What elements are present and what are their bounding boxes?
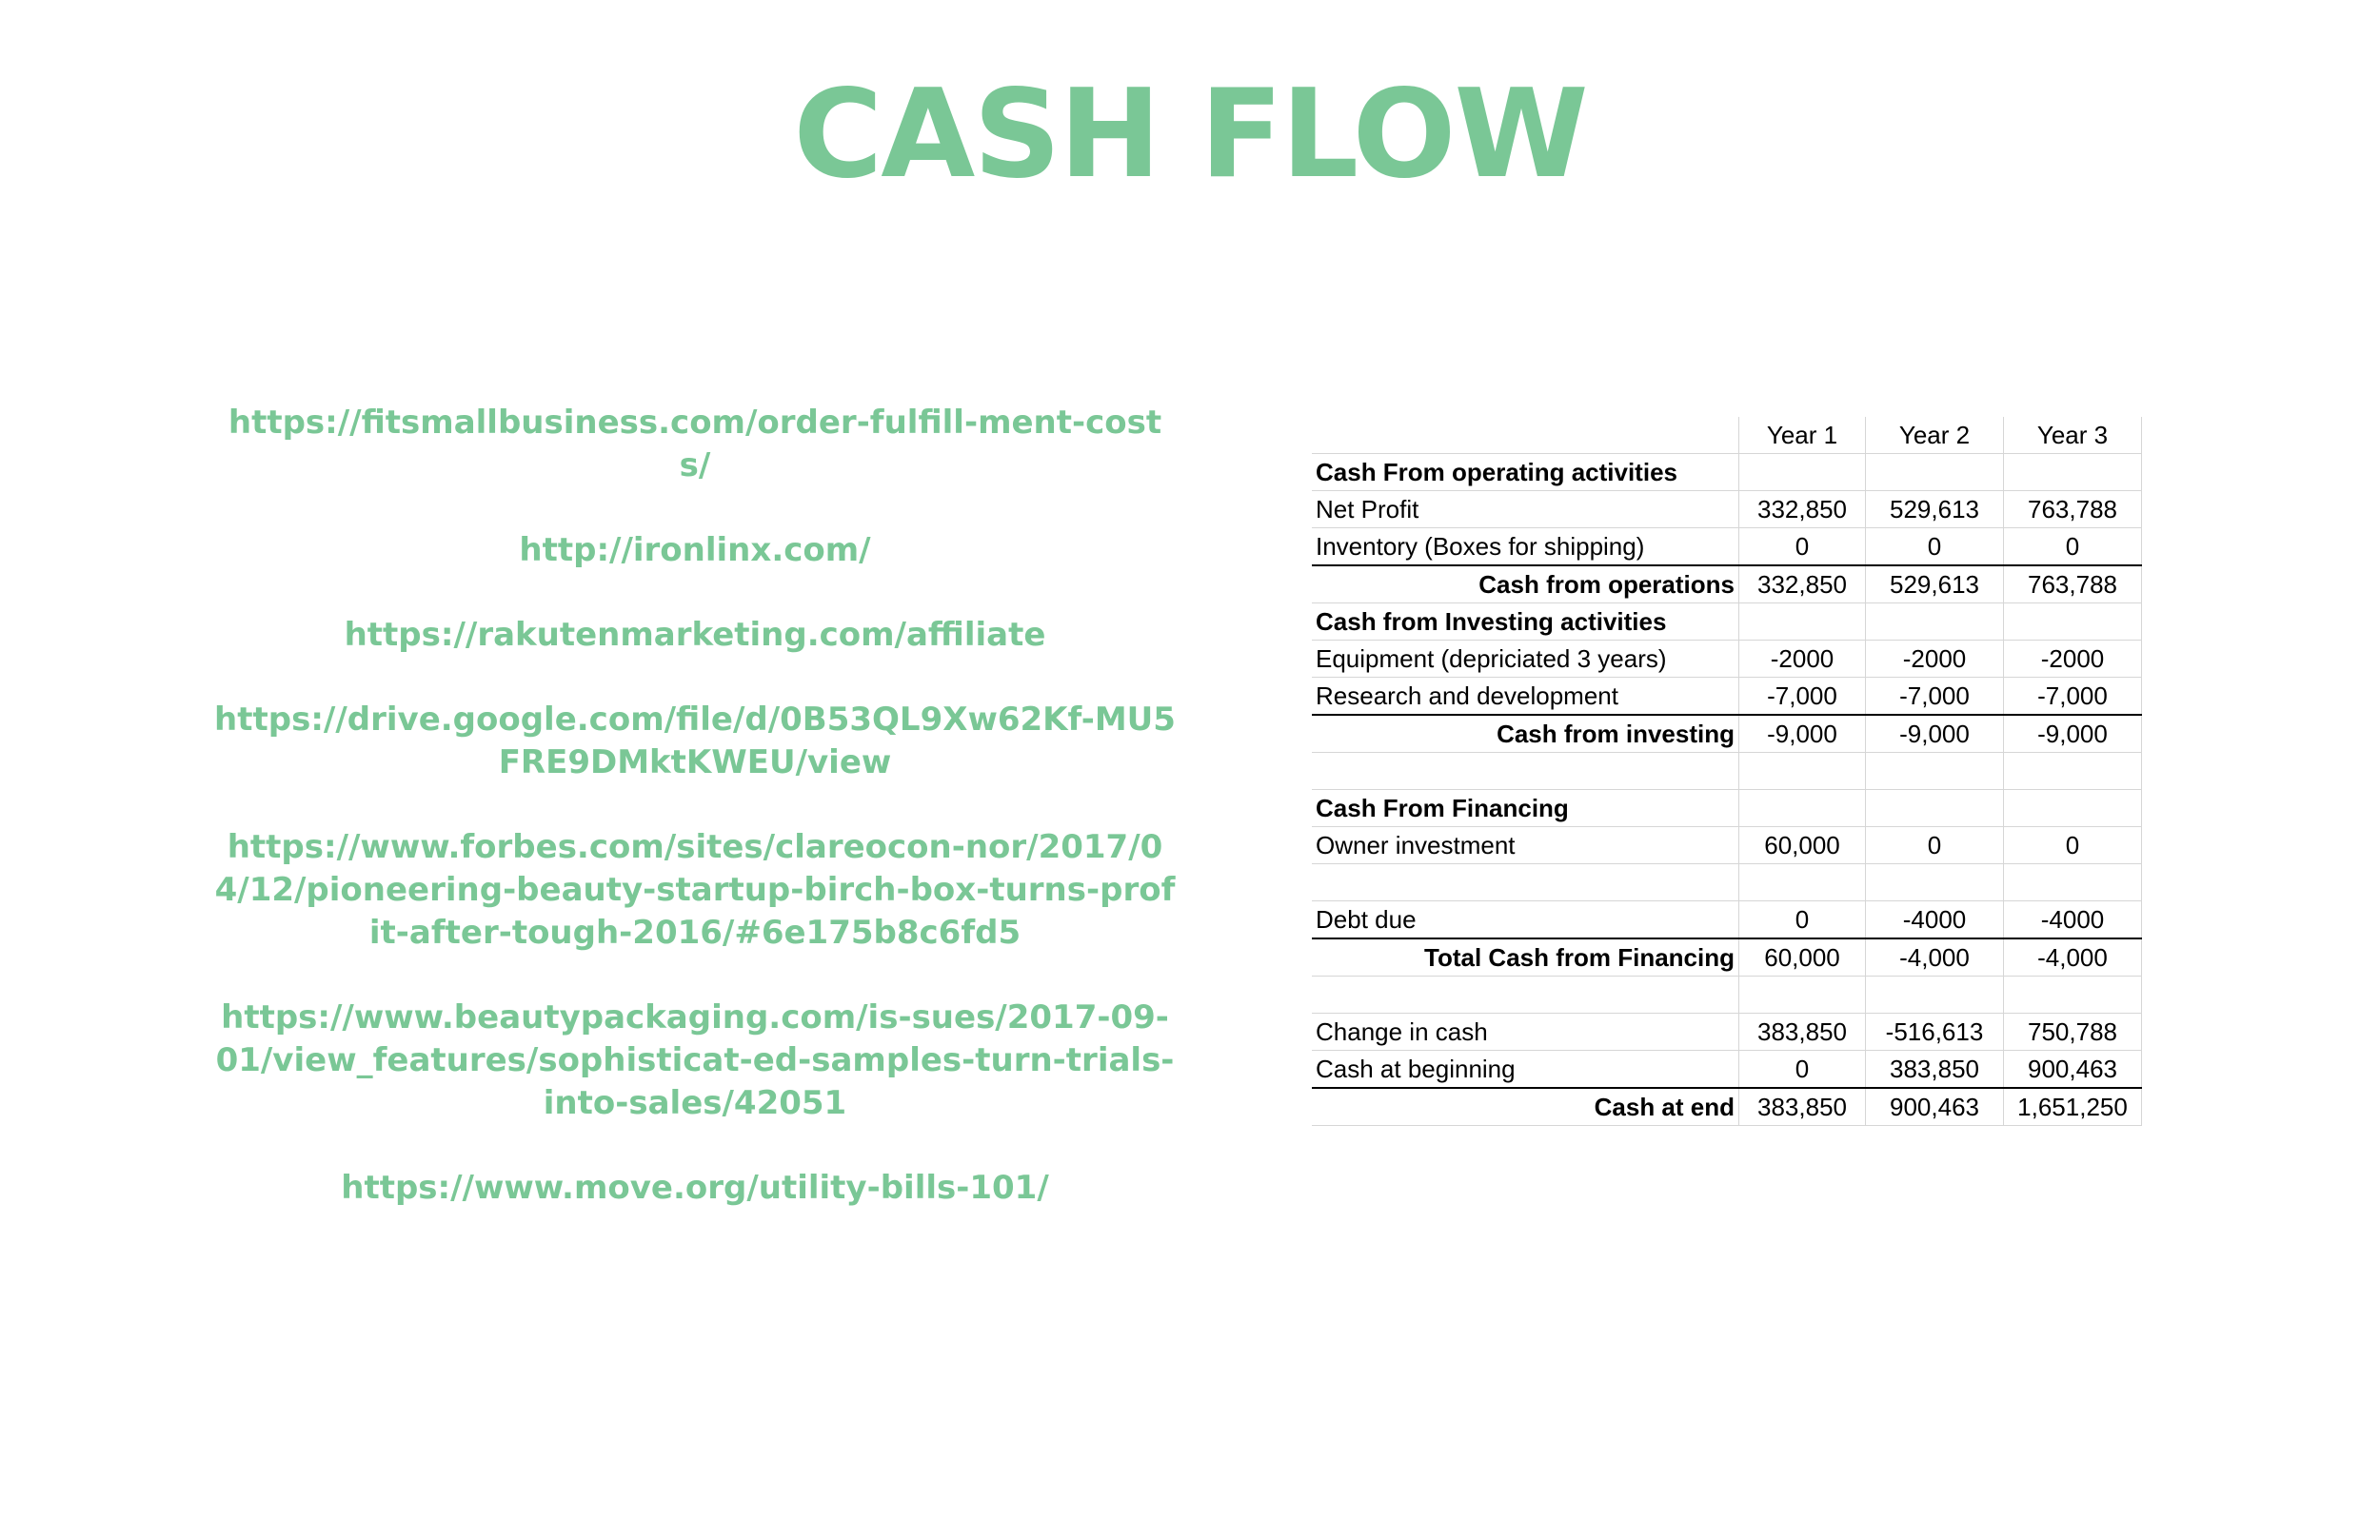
row-label: Cash at beginning <box>1312 1051 1739 1089</box>
value-cell <box>2004 977 2142 1014</box>
value-cell: 0 <box>2004 827 2142 864</box>
value-cell: 0 <box>1739 901 1866 939</box>
row-label: Total Cash from Financing <box>1312 938 1739 977</box>
table-row <box>1312 1088 2142 1126</box>
table-row <box>1312 678 2142 716</box>
reference-link[interactable]: https://drive.google.com/file/d/0B53QL9Xw62Kf-MU5FRE9DMktKWEU/view <box>214 701 1176 781</box>
table-row <box>1312 864 2142 901</box>
value-cell: -7,000 <box>1739 678 1866 716</box>
row-label: Owner investment <box>1312 827 1739 864</box>
header-cell <box>1312 417 1739 454</box>
reference-link[interactable]: https://www.forbes.com/sites/clareocon-nor/2017/04/12/pioneering-beauty-startup-birch-box-turns-profit-after-tough-2016/#6e175b8c6fd5 <box>214 828 1176 952</box>
value-cell: -2000 <box>1739 641 1866 678</box>
value-cell: 0 <box>2004 528 2142 566</box>
value-cell <box>2004 603 2142 641</box>
row-label: Research and development <box>1312 678 1739 716</box>
value-cell: 1,651,250 <box>2004 1088 2142 1126</box>
value-cell: 383,850 <box>1739 1014 1866 1051</box>
value-cell <box>1739 790 1866 827</box>
value-cell: -4000 <box>2004 901 2142 939</box>
row-label: Cash From Financing <box>1312 790 1739 827</box>
value-cell <box>1739 454 1866 491</box>
table-row <box>1312 827 2142 864</box>
value-cell <box>1739 864 1866 901</box>
value-cell: -9,000 <box>2004 715 2142 753</box>
value-cell: 332,850 <box>1739 565 1866 603</box>
row-label: Change in cash <box>1312 1014 1739 1051</box>
page-title: CASH FLOW <box>793 64 1587 206</box>
table-row <box>1312 901 2142 939</box>
table-header-row <box>1312 417 2142 454</box>
table-row <box>1312 603 2142 641</box>
value-cell: 332,850 <box>1739 491 1866 528</box>
value-cell <box>2004 454 2142 491</box>
value-cell: -7,000 <box>2004 678 2142 716</box>
value-cell: -4,000 <box>2004 938 2142 977</box>
table-row <box>1312 1014 2142 1051</box>
value-cell: -7,000 <box>1866 678 2004 716</box>
value-cell: 763,788 <box>2004 491 2142 528</box>
reference-link[interactable]: https://www.beautypackaging.com/is-sues/2017-09-01/view_features/sophisticat-ed-samples-turn-trials-into-sales/42051 <box>215 998 1175 1122</box>
row-label: Cash from Investing activities <box>1312 603 1739 641</box>
value-cell: 900,463 <box>2004 1051 2142 1089</box>
reference-links <box>214 402 1176 1252</box>
value-cell: -4000 <box>1866 901 2004 939</box>
table-row <box>1312 454 2142 491</box>
header-cell: Year 2 <box>1866 417 2004 454</box>
table-row <box>1312 528 2142 566</box>
row-label: Debt due <box>1312 901 1739 939</box>
table-row <box>1312 938 2142 977</box>
row-label <box>1312 977 1739 1014</box>
table-row <box>1312 753 2142 790</box>
reference-link[interactable]: https://rakutenmarketing.com/affiliate <box>344 616 1046 654</box>
value-cell: 0 <box>1739 528 1866 566</box>
value-cell: 750,788 <box>2004 1014 2142 1051</box>
reference-link[interactable]: https://www.move.org/utility-bills-101/ <box>341 1169 1049 1207</box>
row-label <box>1312 864 1739 901</box>
value-cell <box>1866 753 2004 790</box>
value-cell: 0 <box>1739 1051 1866 1089</box>
value-cell: -516,613 <box>1866 1014 2004 1051</box>
table-row <box>1312 790 2142 827</box>
value-cell: 383,850 <box>1866 1051 2004 1089</box>
value-cell: 60,000 <box>1739 938 1866 977</box>
row-label: Net Profit <box>1312 491 1739 528</box>
value-cell: -2000 <box>2004 641 2142 678</box>
value-cell <box>1866 977 2004 1014</box>
value-cell: 0 <box>1866 827 2004 864</box>
table-row <box>1312 491 2142 528</box>
value-cell: 900,463 <box>1866 1088 2004 1126</box>
value-cell <box>1739 603 1866 641</box>
header-cell: Year 1 <box>1739 417 1866 454</box>
value-cell: -9,000 <box>1739 715 1866 753</box>
value-cell: -9,000 <box>1866 715 2004 753</box>
reference-link[interactable]: http://ironlinx.com/ <box>519 531 871 569</box>
table-row <box>1312 977 2142 1014</box>
value-cell <box>1739 753 1866 790</box>
value-cell <box>2004 864 2142 901</box>
value-cell: 383,850 <box>1739 1088 1866 1126</box>
row-label: Inventory (Boxes for shipping) <box>1312 528 1739 566</box>
table-row <box>1312 1051 2142 1089</box>
value-cell <box>1866 864 2004 901</box>
table-row <box>1312 565 2142 603</box>
value-cell <box>2004 753 2142 790</box>
value-cell: -4,000 <box>1866 938 2004 977</box>
value-cell: 529,613 <box>1866 565 2004 603</box>
row-label: Cash from operations <box>1312 565 1739 603</box>
value-cell <box>1866 454 2004 491</box>
value-cell <box>1739 977 1866 1014</box>
row-label: Cash From operating activities <box>1312 454 1739 491</box>
row-label <box>1312 753 1739 790</box>
value-cell: -2000 <box>1866 641 2004 678</box>
value-cell <box>1866 790 2004 827</box>
header-cell: Year 3 <box>2004 417 2142 454</box>
row-label: Cash from investing <box>1312 715 1739 753</box>
value-cell: 529,613 <box>1866 491 2004 528</box>
table-row <box>1312 641 2142 678</box>
value-cell: 763,788 <box>2004 565 2142 603</box>
table-row <box>1312 715 2142 753</box>
row-label: Cash at end <box>1312 1088 1739 1126</box>
reference-link[interactable]: https://fitsmallbusiness.com/order-fulfill-ment-costs/ <box>228 404 1162 484</box>
value-cell <box>1866 603 2004 641</box>
value-cell: 60,000 <box>1739 827 1866 864</box>
cash-flow-table <box>1312 417 2142 1126</box>
row-label: Equipment (depriciated 3 years) <box>1312 641 1739 678</box>
value-cell <box>2004 790 2142 827</box>
value-cell: 0 <box>1866 528 2004 566</box>
